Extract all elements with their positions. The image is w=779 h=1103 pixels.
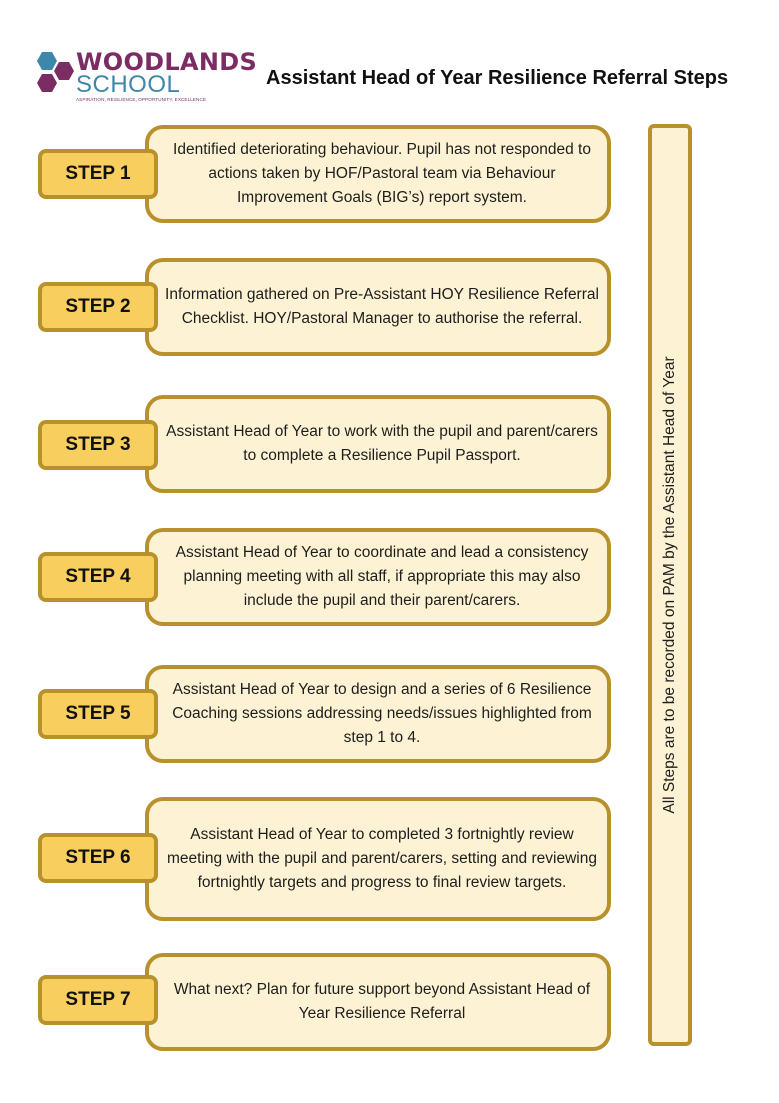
step-6-label: STEP 6	[38, 833, 158, 883]
step-6-text: Assistant Head of Year to completed 3 fortnightly review meeting with the pupil and parent/carers, setting and reviewing fortnightly targets and progress to final review targets.	[167, 826, 597, 891]
logo-name-line1: WOODLANDS	[76, 48, 258, 76]
step-3-label: STEP 3	[38, 420, 158, 470]
step-7-label: STEP 7	[38, 975, 158, 1025]
step-3-text: Assistant Head of Year to work with the pupil and parent/carers to complete a Resilience Pupil Passport.	[166, 423, 598, 464]
step-7-box	[145, 953, 611, 1051]
hexagon-logo-icon	[30, 50, 76, 98]
logo-name-line2: SCHOOL	[76, 71, 181, 98]
step-4-box	[145, 528, 611, 626]
side-note-box	[648, 124, 692, 1046]
step-4-label: STEP 4	[38, 552, 158, 602]
step-5-text: Assistant Head of Year to design and a series of 6 Resilience Coaching sessions addressing needs/issues highlighted from step 1 to 4.	[172, 681, 592, 746]
school-logo	[30, 48, 258, 104]
step-4-text: Assistant Head of Year to coordinate and lead a consistency planning meeting with all staff, if appropriate this may also include the pupil and their parent/carers.	[175, 544, 589, 609]
step-2-box	[145, 258, 611, 356]
step-1-box	[145, 125, 611, 223]
logo-tagline: ASPIRATION, RESILIENCE, OPPORTUNITY, EXCELLENCE	[76, 97, 207, 102]
step-5-box	[145, 665, 611, 763]
step-3-box	[145, 395, 611, 493]
step-1-label: STEP 1	[38, 149, 158, 199]
step-6-box	[145, 797, 611, 921]
page-title: Assistant Head of Year Resilience Referral Steps	[266, 67, 729, 89]
step-7-text: What next? Plan for future support beyond Assistant Head of Year Resilience Referral	[173, 981, 591, 1022]
step-2-text: Information gathered on Pre-Assistant HOY Resilience Referral Checklist. HOY/Pastoral Manager to authorise the referral.	[165, 286, 599, 327]
step-5-label: STEP 5	[38, 689, 158, 739]
side-note-text: All Steps are to be recorded on PAM by the Assistant Head of Year	[661, 356, 678, 814]
step-2-label: STEP 2	[38, 282, 158, 332]
step-1-text: Identified deteriorating behaviour. Pupil has not responded to actions taken by HOF/Pastoral team via Behaviour Improvement Goals (BIG’s) report system.	[173, 141, 591, 206]
